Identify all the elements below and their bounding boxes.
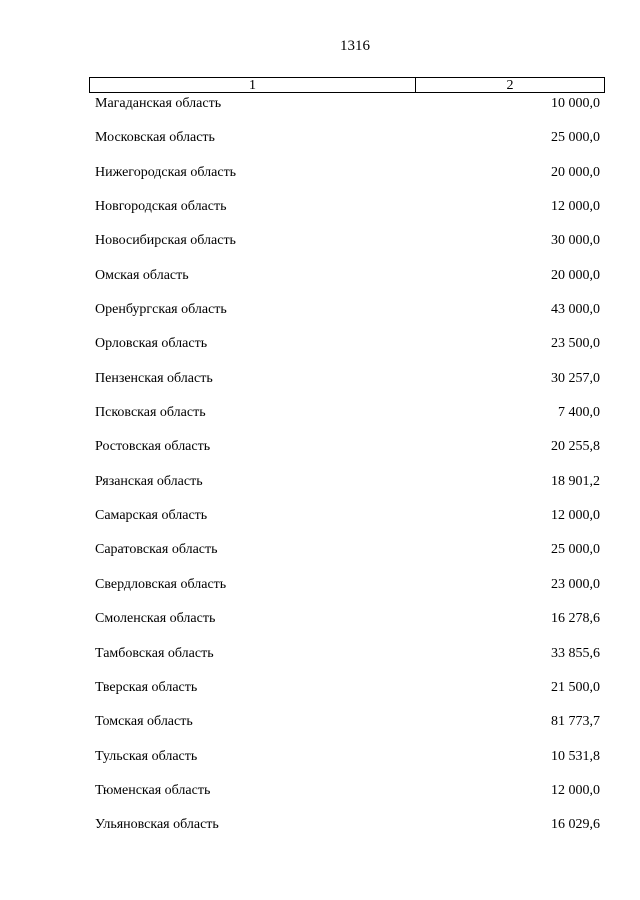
region-name: Саратовская область bbox=[95, 542, 218, 558]
amount-value: 25 000,0 bbox=[551, 130, 600, 146]
amount-value: 81 773,7 bbox=[551, 714, 600, 730]
table-row bbox=[0, 333, 640, 367]
amount-value: 20 255,8 bbox=[551, 439, 600, 455]
region-name: Смоленская область bbox=[95, 611, 216, 627]
amount-value: 10 531,8 bbox=[551, 748, 600, 764]
column-header-1: 1 bbox=[90, 78, 416, 92]
region-name: Тамбовская область bbox=[95, 645, 214, 661]
region-name: Свердловская область bbox=[95, 576, 227, 592]
region-name: Пензенская область bbox=[95, 370, 213, 386]
amount-value: 30 000,0 bbox=[551, 233, 600, 249]
region-name: Рязанская область bbox=[95, 473, 203, 489]
amount-value: 12 000,0 bbox=[551, 199, 600, 215]
table-row bbox=[0, 539, 640, 573]
region-name: Нижегородская область bbox=[95, 164, 237, 180]
region-name: Магаданская область bbox=[95, 96, 222, 111]
amount-value: 30 257,0 bbox=[551, 370, 600, 386]
table-row bbox=[0, 230, 640, 264]
region-name: Тверская область bbox=[95, 679, 198, 695]
table-row bbox=[0, 505, 640, 539]
amount-value: 16 278,6 bbox=[551, 611, 600, 627]
table-row bbox=[0, 574, 640, 608]
amount-value: 7 400,0 bbox=[558, 405, 600, 421]
amount-value: 33 855,6 bbox=[551, 645, 600, 661]
table-row bbox=[0, 643, 640, 677]
table-row bbox=[0, 93, 640, 127]
amount-value: 23 500,0 bbox=[551, 336, 600, 352]
table-row bbox=[0, 814, 640, 848]
region-name: Новгородская область bbox=[95, 199, 227, 215]
amount-value: 21 500,0 bbox=[551, 679, 600, 695]
table-row bbox=[0, 299, 640, 333]
table-row bbox=[0, 711, 640, 745]
table-row bbox=[0, 368, 640, 402]
table-row bbox=[0, 127, 640, 161]
amount-value: 43 000,0 bbox=[551, 302, 600, 318]
amount-value: 10 000,0 bbox=[551, 96, 600, 111]
region-name: Тульская область bbox=[95, 748, 198, 764]
column-header-2: 2 bbox=[506, 78, 514, 93]
region-name: Псковская область bbox=[95, 405, 206, 421]
table-row bbox=[0, 677, 640, 711]
amount-value: 12 000,0 bbox=[551, 782, 600, 798]
region-name: Омская область bbox=[95, 267, 189, 283]
table-row bbox=[0, 436, 640, 470]
table-row bbox=[0, 196, 640, 230]
amount-value: 20 000,0 bbox=[551, 267, 600, 283]
region-name: Самарская область bbox=[95, 508, 208, 524]
region-name: Томская область bbox=[95, 714, 193, 730]
region-name: Ульяновская область bbox=[95, 817, 219, 833]
table-row bbox=[0, 471, 640, 505]
amount-value: 18 901,2 bbox=[551, 473, 600, 489]
table-header bbox=[89, 77, 605, 93]
amount-value: 23 000,0 bbox=[551, 576, 600, 592]
table-row bbox=[0, 746, 640, 780]
table-row bbox=[0, 265, 640, 299]
page-number: 1316 bbox=[340, 38, 370, 54]
region-name: Орловская область bbox=[95, 336, 208, 352]
table-row bbox=[0, 608, 640, 642]
table-body bbox=[0, 93, 640, 849]
region-name: Ростовская область bbox=[95, 439, 211, 455]
amount-value: 25 000,0 bbox=[551, 542, 600, 558]
amount-value: 16 029,6 bbox=[551, 817, 600, 833]
amount-value: 20 000,0 bbox=[551, 164, 600, 180]
table-row bbox=[0, 780, 640, 814]
table-row bbox=[0, 162, 640, 196]
table-row bbox=[0, 402, 640, 436]
region-name: Новосибирская область bbox=[95, 233, 236, 249]
region-name: Московская область bbox=[95, 130, 215, 146]
amount-value: 12 000,0 bbox=[551, 508, 600, 524]
region-name: Оренбургская область bbox=[95, 302, 227, 318]
region-name: Тюменская область bbox=[95, 782, 211, 798]
